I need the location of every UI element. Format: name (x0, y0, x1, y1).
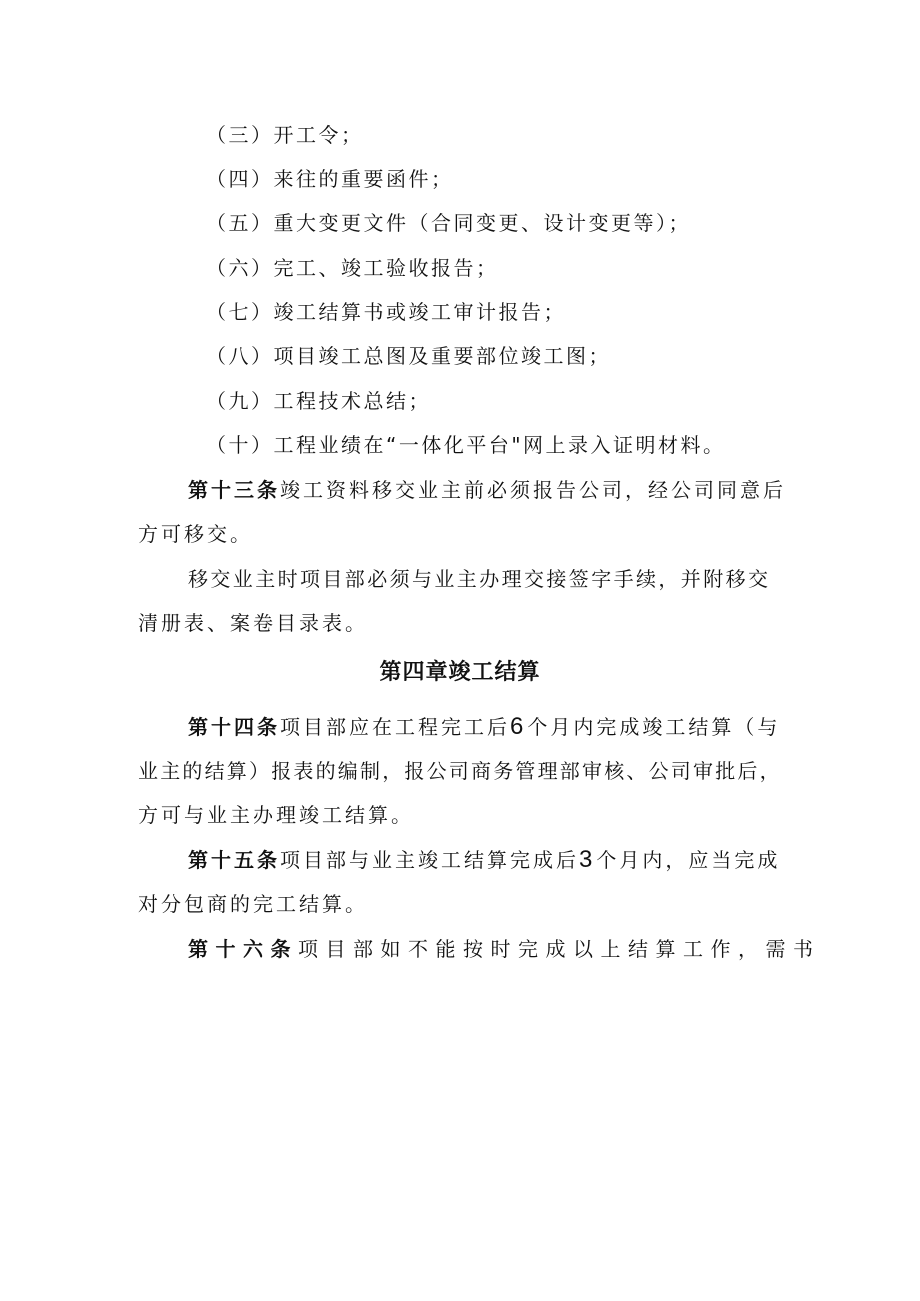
article-14-text-1b: 个月内完成竣工结算（与 (527, 715, 781, 739)
article-15-number: 3 (579, 846, 597, 873)
article-15-label: 第十五条 (188, 848, 280, 872)
list-item-8: （八）项目竣工总图及重要部位竣工图； (206, 344, 611, 368)
list-item-6: （六）完工、竣工验收报告； (206, 256, 499, 280)
list-item-3: （三）开工令； (206, 123, 364, 147)
article-15-text-1b: 个月内，应当完成 (596, 848, 781, 872)
list-item-4: （四）来往的重要函件； (206, 167, 454, 191)
article-13-line-1 (188, 476, 786, 504)
article-15-text-1a: 项目部与业主竣工结算完成后 (280, 848, 579, 872)
article-16-label: 第十六条 (188, 937, 298, 961)
article-14-number: 6 (510, 713, 528, 740)
handover-line-1: 移交业主时项目部必须与业主办理交接签字手续，并附移交 (188, 567, 771, 591)
list-item-5: （五）重大变更文件（合同变更、设计变更等）； (206, 211, 691, 235)
article-13-line-2: 方可移交。 (138, 522, 253, 546)
article-13-text-1: 竣工资料移交业主前必须报告公司，经公司同意后 (280, 478, 786, 502)
article-14-line-3: 方可与业主办理竣工结算。 (138, 803, 414, 827)
article-14-line-2: 业主的结算）报表的编制，报公司商务管理部审核、公司审批后， (138, 759, 782, 783)
article-14-text-1a: 项目部应在工程完工后 (280, 715, 510, 739)
article-16-line-1 (188, 935, 821, 963)
article-15-line-2: 对分包商的完工结算。 (138, 892, 368, 916)
article-16-text-1: 项目部如不能按时完成以上结算工作，需书 (298, 937, 821, 961)
list-item-7: （七）竣工结算书或竣工审计报告； (206, 300, 566, 324)
chapter-title: 第四章竣工结算 (379, 660, 541, 685)
list-item-9: （九）工程技术总结； (206, 389, 431, 413)
article-15-line-1 (188, 846, 780, 874)
article-14-line-1 (188, 713, 780, 741)
handover-line-2: 清册表、案卷目录表。 (138, 611, 368, 635)
article-13-label: 第十三条 (188, 478, 280, 502)
article-14-label: 第十四条 (188, 715, 280, 739)
list-item-10: （十）工程业绩在“一体化平台"网上录入证明材料。 (206, 433, 726, 457)
